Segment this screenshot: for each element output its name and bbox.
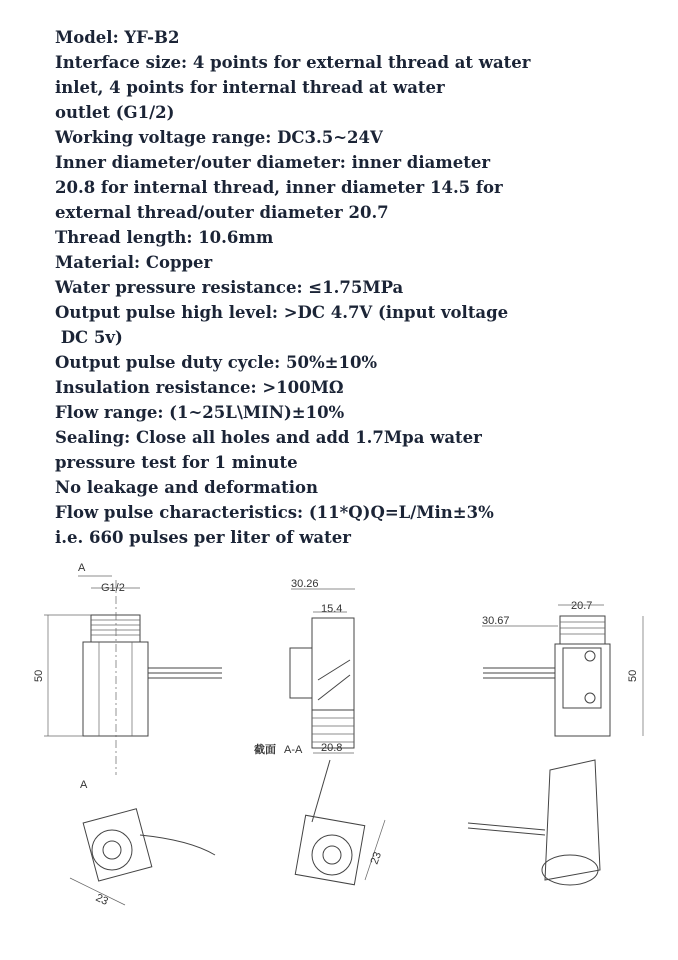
- front-view-drawing: [33, 562, 222, 791]
- depth-dim-label: 30.67: [482, 615, 510, 627]
- height-dim-label: 50: [33, 669, 45, 682]
- width-dim-label: 30.26: [291, 578, 319, 590]
- section-label: A-A: [284, 744, 303, 756]
- iso-mid-dim-label: 23: [368, 850, 385, 867]
- spec-line: Inner diameter/outer diameter: inner diameter: [55, 153, 491, 172]
- spec-line: Output pulse duty cycle: 50%±10%: [55, 353, 378, 372]
- section-mark-top: A: [78, 562, 86, 574]
- spec-line: Insulation resistance: >100MΩ: [55, 378, 344, 397]
- spec-list: [55, 25, 531, 550]
- spec-line: pressure test for 1 minute: [55, 453, 298, 472]
- spec-line: Thread length: 10.6mm: [55, 228, 274, 247]
- spec-line: Model: YF-B2: [55, 28, 180, 47]
- spec-line: outlet (G1/2): [55, 103, 175, 122]
- isometric-view-middle: [295, 760, 385, 885]
- spec-line: DC 5v): [55, 328, 123, 347]
- outer-dim-label: 20.7: [571, 600, 593, 612]
- isometric-view-left: [70, 809, 215, 908]
- spec-line: inlet, 4 points for internal thread at water: [55, 78, 445, 97]
- side-view-drawing: [482, 600, 643, 736]
- section-label-cn: 截面: [254, 744, 276, 756]
- spec-line: Material: Copper: [55, 253, 213, 272]
- spec-line: Water pressure resistance: ≤1.75MPa: [55, 278, 404, 297]
- spec-line: No leakage and deformation: [55, 478, 319, 497]
- iso-left-dim-label: 23: [93, 891, 110, 908]
- spec-line: 20.8 for internal thread, inner diameter 14.5 for: [55, 178, 503, 197]
- spec-line: Flow pulse characteristics: (11*Q)Q=L/Min±3%: [55, 503, 494, 522]
- bottom-dim-label: 20.8: [321, 742, 343, 754]
- inner-dim-label: 15.4: [321, 603, 343, 615]
- spec-line: Flow range: (1~25L\MIN)±10%: [55, 403, 345, 422]
- thread-dim-label: G1/2: [101, 582, 125, 594]
- section-mark-bottom: A: [80, 779, 88, 791]
- isometric-view-right: [468, 760, 600, 885]
- spec-line: i.e. 660 pulses per liter of water: [55, 528, 351, 547]
- section-view-drawing: [254, 578, 355, 756]
- spec-line: external thread/outer diameter 20.7: [55, 203, 389, 222]
- technical-drawings: [0, 560, 678, 960]
- spec-line: Working voltage range: DC3.5~24V: [55, 128, 383, 147]
- side-height-dim-label: 50: [627, 669, 639, 682]
- spec-line: Output pulse high level: >DC 4.7V (input voltage: [55, 303, 509, 322]
- spec-line: Sealing: Close all holes and add 1.7Mpa water: [55, 428, 482, 447]
- spec-line: Interface size: 4 points for external thread at water: [55, 53, 531, 72]
